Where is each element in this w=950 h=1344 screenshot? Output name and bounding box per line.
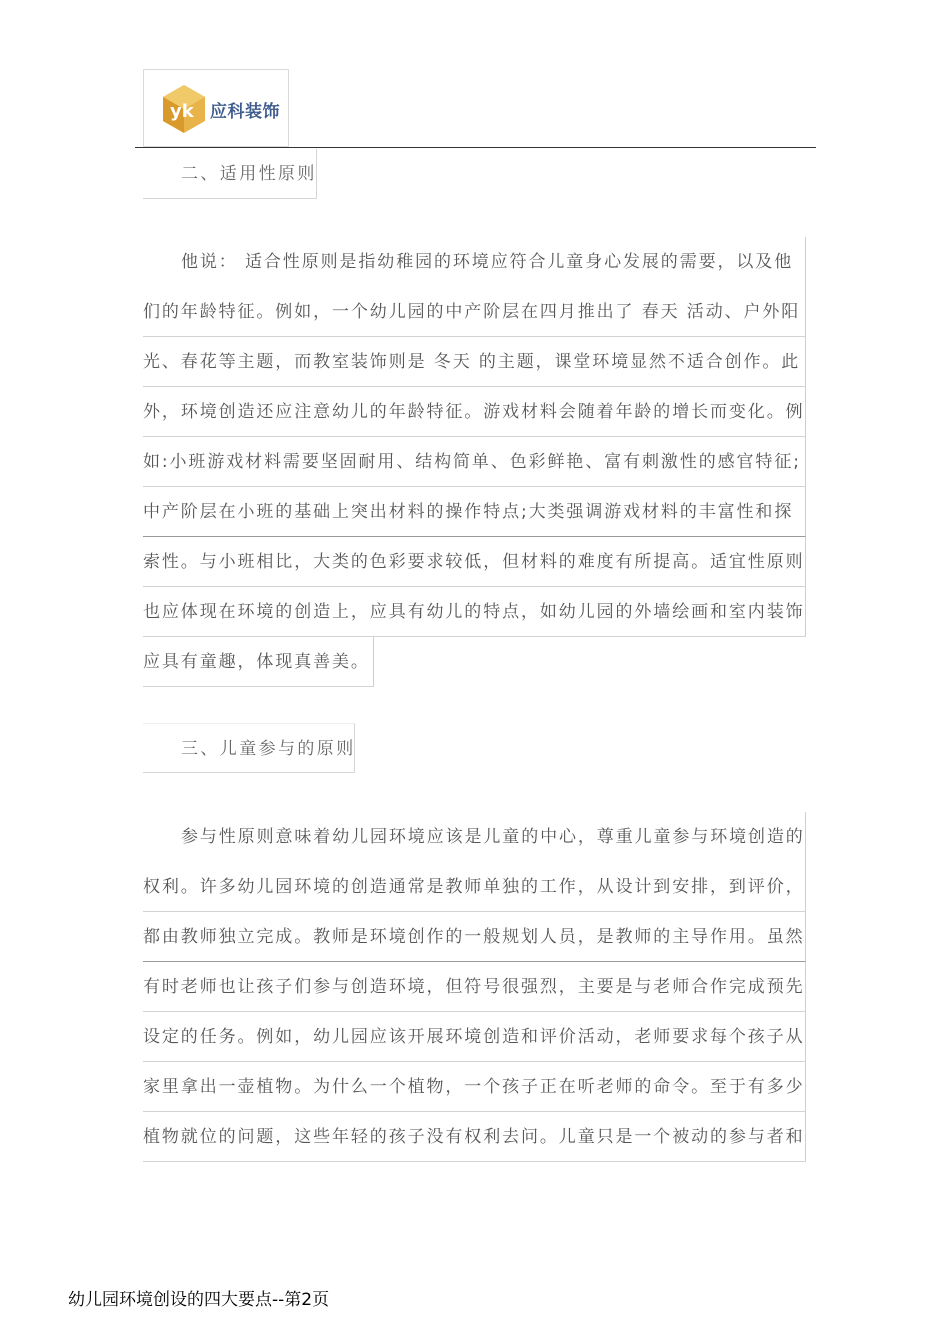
logo-mark-icon: [162, 84, 206, 134]
paragraph-line: 们的年龄特征。例如，一个幼儿园的中产阶层在四月推出了 春天 活动、户外阳: [143, 287, 806, 337]
paragraph-line: 也应体现在环境的创造上，应具有幼儿的特点，如幼儿园的外墙绘画和室内装饰: [143, 587, 806, 637]
paragraph-line: 设定的任务。例如，幼儿园应该开展环境创造和评价活动，老师要求每个孩子从: [143, 1012, 806, 1062]
section-heading-2: 二、适用性原则: [143, 149, 317, 199]
paragraph-line: 应具有童趣，体现真善美。: [143, 637, 374, 687]
paragraph-line: 中产阶层在小班的基础上突出材料的操作特点;大类强调游戏材料的丰富性和探: [143, 487, 806, 537]
paragraph-line: 他说： 适合性原则是指幼稚园的环境应符合儿童身心发展的需要，以及他: [143, 237, 806, 287]
paragraph-line: 都由教师独立完成。教师是环境创作的一般规划人员，是教师的主导作用。虽然: [143, 912, 806, 962]
logo: [143, 69, 289, 147]
paragraph-line: 光、春花等主题，而教室装饰则是 冬天 的主题，课堂环境显然不适合创作。此: [143, 337, 806, 387]
svg-text:yk: yk: [170, 101, 194, 122]
paragraph-line: 索性。与小班相比，大类的色彩要求较低，但材料的难度有所提高。适宜性原则: [143, 537, 806, 587]
page-footer: 幼儿园环境创设的四大要点--第2页: [68, 1290, 330, 1310]
paragraph-line: 如:小班游戏材料需要坚固耐用、结构简单、色彩鲜艳、富有刺激性的感官特征;: [143, 437, 806, 487]
paragraph-line: 家里拿出一壶植物。为什么一个植物，一个孩子正在听老师的命令。至于有多少: [143, 1062, 806, 1112]
paragraph-line: 外，环境创造还应注意幼儿的年龄特征。游戏材料会随着年龄的增长而变化。例: [143, 387, 806, 437]
paragraph-line: 权利。许多幼儿园环境的创造通常是教师单独的工作，从设计到安排，到评价，: [143, 862, 806, 912]
paragraph-line: 有时老师也让孩子们参与创造环境，但符号很强烈，主要是与老师合作完成预先: [143, 962, 806, 1012]
paragraph-line: 植物就位的问题，这些年轻的孩子没有权利去问。儿童只是一个被动的参与者和: [143, 1112, 806, 1162]
header-rule: [135, 147, 816, 148]
logo-text: 应科装饰: [210, 102, 280, 122]
section-heading-3: 三、儿童参与的原则: [143, 723, 355, 773]
paragraph-line: 参与性原则意味着幼儿园环境应该是儿童的中心，尊重儿童参与环境创造的: [143, 812, 806, 862]
